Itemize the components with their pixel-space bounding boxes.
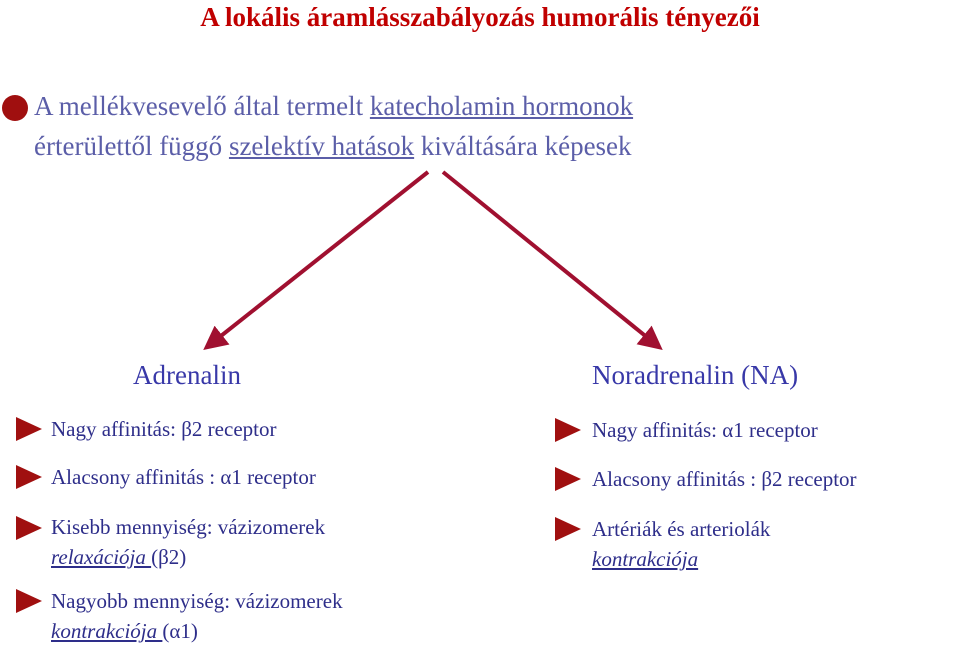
arrow-left bbox=[207, 172, 428, 347]
intro-underlined-2: szelektív hatások bbox=[228, 131, 415, 161]
triangle-marker-icon bbox=[555, 418, 581, 442]
left-item-4: Nagyobb mennyiség: vázizomerek kontrakciója (α1) bbox=[51, 589, 343, 643]
left-item-3: Kisebb mennyiség: vázizomerek relaxációja (β2) bbox=[51, 515, 326, 569]
triangle-marker-icon bbox=[555, 517, 581, 541]
triangle-marker-icon bbox=[16, 516, 42, 540]
noradrenalin-heading: Noradrenalin (NA) bbox=[592, 360, 799, 390]
triangle-marker-icon bbox=[16, 465, 42, 489]
left-item-2: Alacsony affinitás : α1 receptor bbox=[51, 465, 316, 489]
arrow-right bbox=[443, 172, 659, 347]
page-title: A lokális áramlásszabályozás humorális tényezői bbox=[200, 2, 760, 32]
left-item-1: Nagy affinitás: β2 receptor bbox=[51, 417, 277, 441]
adrenalin-heading: Adrenalin bbox=[133, 360, 241, 390]
right-item-2: Alacsony affinitás : β2 receptor bbox=[592, 467, 857, 491]
intro-underlined-1: katecholamin hormonok bbox=[369, 91, 634, 121]
triangle-marker-icon bbox=[555, 467, 581, 491]
triangle-marker-icon bbox=[16, 417, 42, 441]
triangle-marker-icon bbox=[16, 589, 42, 613]
right-item-1: Nagy affinitás: α1 receptor bbox=[592, 418, 818, 442]
right-item-3: Artériák és arteriolák kontrakciója bbox=[592, 517, 771, 571]
intro-text: A mellékvesevelő által termelt katecholamin hormonok érterülettől függő szelektív hatások kiváltására képesek bbox=[34, 91, 634, 161]
